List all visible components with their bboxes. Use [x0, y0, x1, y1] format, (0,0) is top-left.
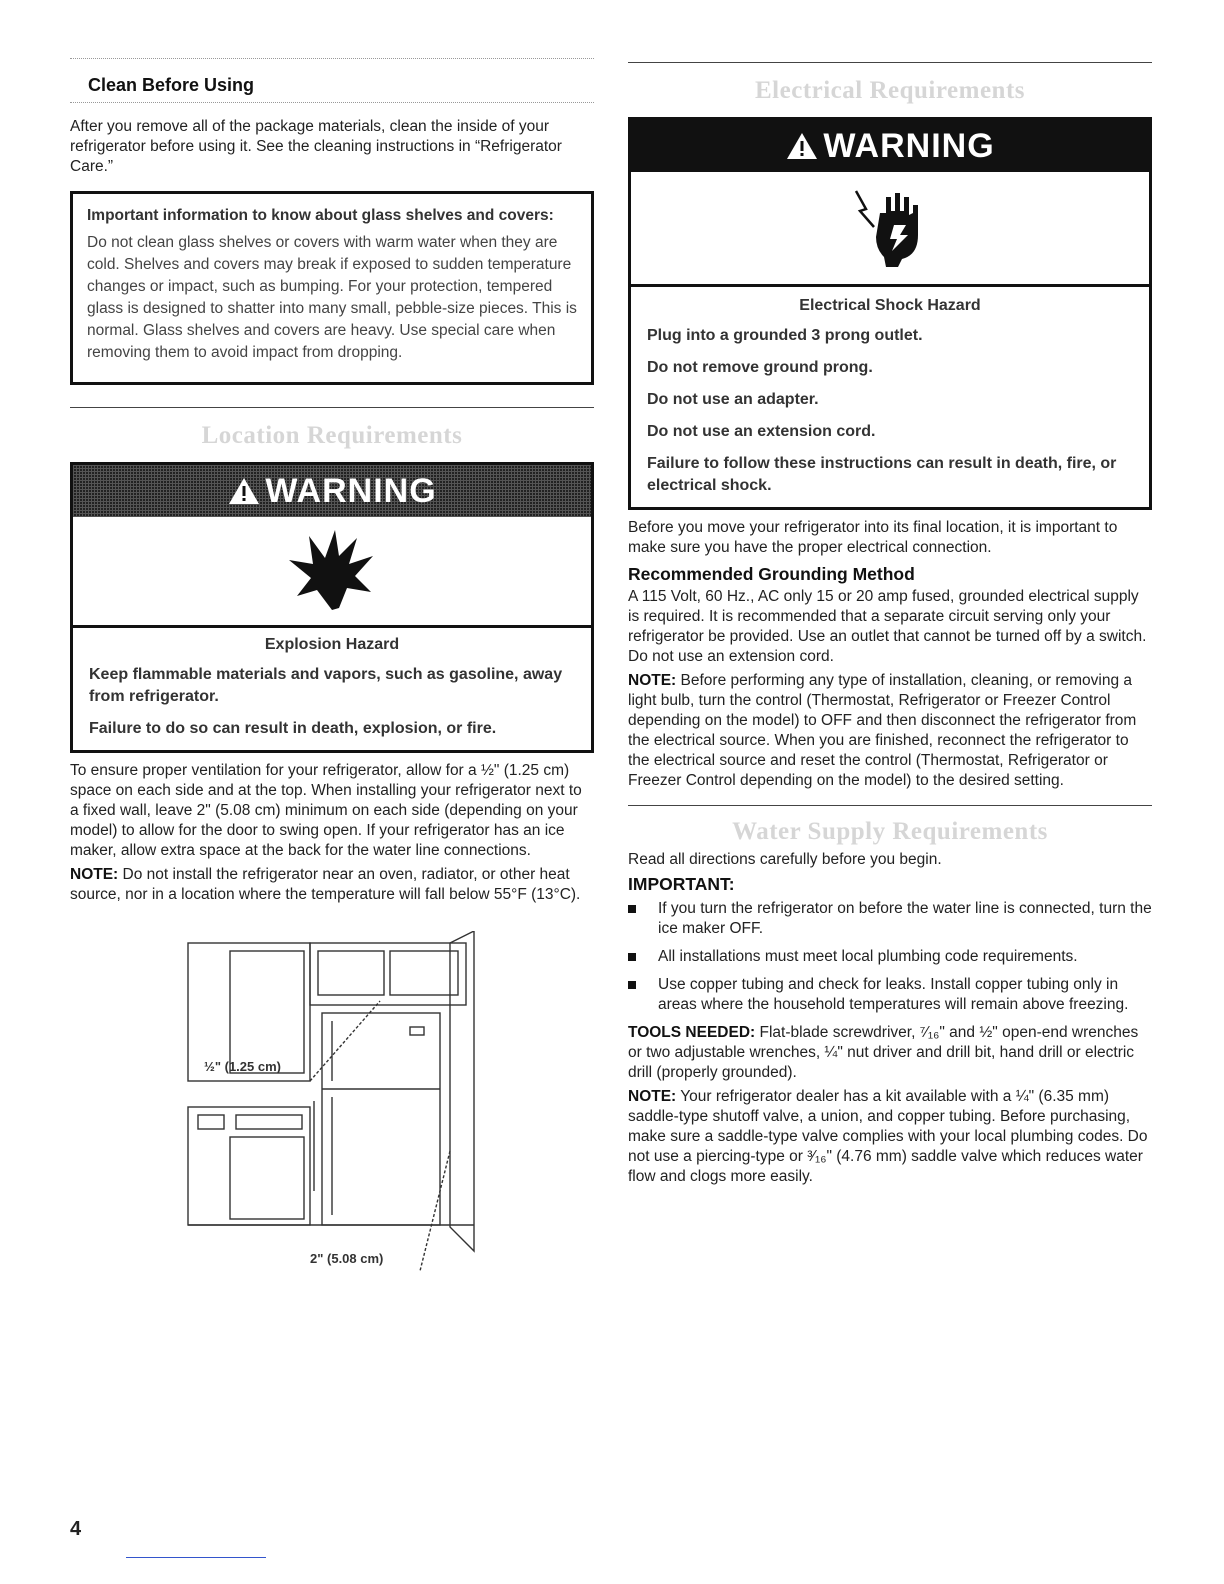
important-label: IMPORTANT:	[628, 874, 735, 894]
list-item-text: Use copper tubing and check for leaks. Install copper tubing only in areas where the household temperatures will remain above freezing.	[658, 976, 1129, 1013]
shock-hazard-title: Electrical Shock Hazard	[799, 297, 981, 314]
note-label: NOTE:	[70, 866, 119, 883]
list-item	[628, 947, 1152, 967]
clean-before-using-heading: Clean Before Using	[88, 75, 255, 95]
explosion-icon-row	[73, 517, 591, 628]
water-bullet-list	[628, 899, 1152, 1015]
list-item	[628, 899, 1152, 939]
list-item	[628, 975, 1152, 1015]
list-item-text: All installations must meet local plumbing code requirements.	[658, 948, 1078, 965]
glass-box-title: Important information to know about glass shelves and covers:	[87, 207, 554, 224]
electrical-note	[628, 671, 1152, 791]
move-text: Before you move your refrigerator into its final location, it is important to make sure you have the proper electrical connection.	[628, 519, 1118, 556]
note-text: Your refrigerator dealer has a kit available with a ¼" (6.35 mm) saddle-type shutoff valve, a union, and copper tubing. Before purchasing, make sure a saddle-type valve complies with your local plumbing codes. Do not use a piercing-type or ³⁄₁₆" (4.76 mm) saddle valve which reduces water flow and clogs more easily.	[628, 1088, 1148, 1185]
electric-shock-hand-icon	[850, 183, 930, 273]
electrical-requirements-title: Electrical Requirements	[755, 77, 1025, 104]
location-note	[70, 865, 594, 905]
warning-line: Failure to follow these instructions can result in death, fire, or electrical shock.	[647, 455, 1117, 494]
refrigerator-clearance-diagram	[70, 931, 594, 1291]
left-column	[70, 58, 594, 1291]
kitchen-diagram-drawing	[70, 931, 594, 1291]
warning-label: WARNING	[823, 126, 995, 165]
side-clearance-label: ½" (1.25 cm)	[204, 1059, 281, 1074]
grounding-heading: Recommended Grounding Method	[628, 564, 915, 584]
grounding-text: A 115 Volt, 60 Hz., AC only 15 or 20 amp fused, grounded electrical supply is required. It is recommended that a separate circuit serving only your refrigerator be provided. Use an outlet that cannot be turned off by a switch. Do not use an extension cord.	[628, 588, 1147, 665]
right-column	[628, 58, 1152, 1187]
bullet-square-icon	[628, 905, 636, 913]
bullet-square-icon	[628, 953, 636, 961]
shock-icon-row	[631, 172, 1149, 287]
explosion-warning-body	[73, 628, 591, 750]
tools-needed	[628, 1023, 1152, 1083]
warning-header	[73, 465, 591, 517]
explosion-warning-box	[70, 462, 594, 753]
warning-line: Do not use an adapter.	[647, 391, 819, 408]
warning-line: Failure to do so can result in death, explosion, or fire.	[89, 720, 497, 737]
bullet-square-icon	[628, 981, 636, 989]
water-intro: Read all directions carefully before you begin.	[628, 851, 942, 868]
glass-info-box	[70, 191, 594, 385]
electrical-warning-body	[631, 287, 1149, 507]
note-label: NOTE:	[628, 672, 677, 689]
water-note	[628, 1087, 1152, 1187]
water-supply-requirements-title: Water Supply Requirements	[732, 818, 1048, 845]
explosion-icon	[287, 530, 377, 612]
warning-line: Do not remove ground prong.	[647, 359, 873, 376]
note-text: Do not install the refrigerator near an oven, radiator, or other heat source, nor in a location where the temperature will fall below 55°F (13°C).	[70, 866, 581, 903]
tools-label: TOOLS NEEDED:	[628, 1024, 756, 1041]
warning-line: Plug into a grounded 3 prong outlet.	[647, 327, 923, 344]
warning-triangle-icon	[227, 476, 261, 506]
page-number: 4	[70, 1518, 82, 1540]
warning-line: Keep flammable materials and vapors, such as gasoline, away from refrigerator.	[89, 666, 563, 705]
note-label: NOTE:	[628, 1088, 677, 1105]
note-text: Before performing any type of installation, cleaning, or removing a light bulb, turn the control (Thermostat, Refrigerator or Freezer Control depending on the model) to OFF and then disconnect the refrigerator from the electrical source. When you are finished, reconnect the refrigerator to the electrical source and reset the control (Thermostat, Refrigerator or Freezer Control depending on the model) to the desired setting.	[628, 672, 1137, 789]
footer-line	[126, 1557, 266, 1558]
glass-box-text: Do not clean glass shelves or covers with warm water when they are cold. Shelves and covers may break if exposed to sudden temperature changes or impact, such as bumping. For your protection, tempered glass is designed to shatter into many small, pebble-size pieces. This is normal. Glass shelves and covers are heavy. Use special care when removing them to avoid impact from dropping.	[87, 234, 577, 361]
door-clearance-label: 2" (5.08 cm)	[310, 1251, 384, 1266]
ventilation-text: To ensure proper ventilation for your refrigerator, allow for a ½" (1.25 cm) space on each side and at the top. When installing your refrigerator next to a fixed wall, leave 2" (5.08 cm) minimum on each side (depending on your model) to allow for the door to swing open. If your refrigerator has an ice maker, allow extra space at the back for the water line connections.	[70, 762, 582, 859]
warning-header	[631, 120, 1149, 172]
electrical-warning-box	[628, 117, 1152, 510]
warning-triangle-icon	[785, 131, 819, 161]
location-requirements-title: Location Requirements	[201, 422, 463, 449]
clean-text: After you remove all of the package materials, clean the inside of your refrigerator before using it. See the cleaning instructions in “Refrigerator Care.”	[70, 118, 562, 175]
list-item-text: If you turn the refrigerator on before the water line is connected, turn the ice maker OFF.	[658, 900, 1152, 937]
explosion-hazard-title: Explosion Hazard	[264, 636, 400, 653]
warning-line: Do not use an extension cord.	[647, 423, 876, 440]
warning-label: WARNING	[265, 471, 437, 510]
tools-text: Flat-blade screwdriver, ⁷⁄₁₆" and ½" open-end wrenches or two adjustable wrenches, ¼" nut driver and drill bit, hand drill or electric drill (properly grounded).	[628, 1024, 1139, 1081]
